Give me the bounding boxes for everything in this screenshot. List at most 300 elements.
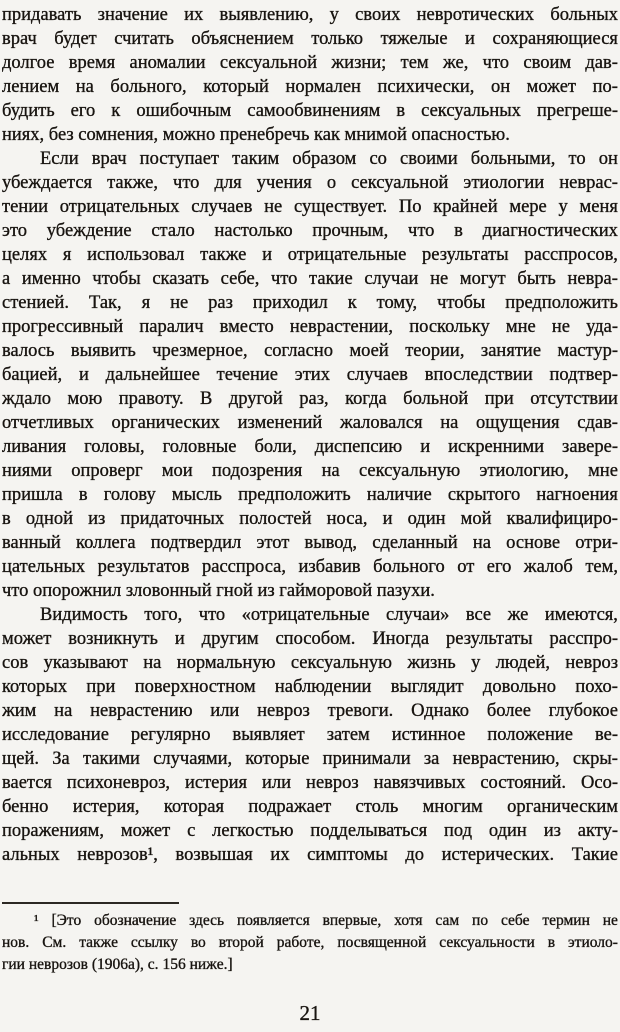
word: результатов xyxy=(97,557,190,577)
word: к xyxy=(347,293,357,313)
word: больными, xyxy=(470,149,556,169)
word: у xyxy=(558,197,568,217)
word: другой xyxy=(228,389,283,409)
word: См. xyxy=(42,934,67,951)
word: на xyxy=(440,413,459,433)
word: выявить xyxy=(70,341,136,361)
word: раз, xyxy=(299,389,329,409)
text-line xyxy=(2,75,618,99)
word: убеждается xyxy=(2,173,93,193)
text-line xyxy=(2,435,618,459)
word: сексуальности xyxy=(439,934,535,951)
word: навязчивых xyxy=(373,773,466,793)
word: что xyxy=(173,173,200,193)
word: только xyxy=(311,29,364,49)
word: основе xyxy=(506,533,561,553)
word: посвященной xyxy=(337,934,427,951)
word: и xyxy=(382,509,393,529)
word: невроз xyxy=(257,701,310,721)
word: таким xyxy=(232,149,280,169)
text-line xyxy=(2,910,618,932)
word: подделываться xyxy=(310,821,428,841)
word: полостей xyxy=(239,509,312,529)
word: этих xyxy=(294,365,330,385)
word: поверхностном xyxy=(134,677,256,697)
word: ливания xyxy=(2,437,67,457)
word: головные xyxy=(162,437,237,457)
word: одной xyxy=(25,509,74,529)
word: не xyxy=(170,293,189,313)
word: положение xyxy=(487,725,574,745)
footnote-text xyxy=(2,910,618,976)
word: сделанный xyxy=(372,533,458,553)
word: у xyxy=(329,5,339,25)
word: Видимость xyxy=(40,605,128,625)
word: появляется xyxy=(236,912,310,929)
word: сдав- xyxy=(577,413,618,433)
body-text xyxy=(2,3,618,867)
word: неврас- xyxy=(559,173,618,193)
word: или xyxy=(262,773,292,793)
word: время xyxy=(68,53,116,73)
word: образом xyxy=(292,149,357,169)
word: способом. xyxy=(275,629,356,649)
word: которая xyxy=(163,797,225,817)
word: тении xyxy=(2,197,48,217)
word: ошибочным xyxy=(136,101,232,121)
word: возникнуть xyxy=(68,629,158,649)
word: тому, xyxy=(376,293,418,313)
text-line xyxy=(2,699,618,723)
text-line xyxy=(2,123,618,147)
word: и xyxy=(262,245,272,265)
word: меня xyxy=(579,197,618,217)
word: ¹ xyxy=(34,912,39,929)
word: ванный xyxy=(2,533,61,553)
word: его xyxy=(70,101,96,121)
word: неврастению xyxy=(90,701,193,721)
text-line xyxy=(2,843,618,867)
word: на xyxy=(54,701,73,721)
word: гии xyxy=(2,956,25,973)
word: бацией, xyxy=(2,365,63,385)
word: на xyxy=(75,77,94,97)
word: значение xyxy=(97,5,168,25)
word: у xyxy=(471,653,481,673)
word: мои xyxy=(161,461,193,481)
word: Осо- xyxy=(581,773,618,793)
text-line xyxy=(2,3,618,27)
word: результаты xyxy=(422,245,509,265)
word: придаточных xyxy=(120,509,225,529)
word: коллега xyxy=(76,533,136,553)
word: исследование xyxy=(2,725,109,745)
word: невроз xyxy=(306,773,359,793)
word: изменений xyxy=(237,413,323,433)
word: согласно xyxy=(264,341,334,361)
word: диагностических xyxy=(482,221,618,241)
word: предположить xyxy=(238,485,351,505)
word: легкостью xyxy=(212,821,294,841)
word: Однако xyxy=(411,701,470,721)
word: здесь xyxy=(189,912,225,929)
word: их xyxy=(270,845,290,865)
word: поскольку xyxy=(409,317,490,337)
word: сказать xyxy=(152,269,210,289)
word: дав- xyxy=(585,53,618,73)
text-line xyxy=(2,411,618,435)
word: Если xyxy=(40,149,79,169)
word: того, xyxy=(144,605,183,625)
word: тем xyxy=(400,53,429,73)
word: мою xyxy=(67,389,103,409)
word: такими xyxy=(82,749,140,769)
word: ждало xyxy=(2,389,52,409)
word: обозначение xyxy=(94,912,177,929)
text-line xyxy=(2,507,618,531)
word: под xyxy=(444,821,473,841)
word: это xyxy=(2,221,28,241)
word: выглядит xyxy=(390,677,464,697)
word: отрицательных xyxy=(59,197,180,217)
word: жизнь xyxy=(407,653,456,673)
word: прегреше- xyxy=(536,101,618,121)
word: результаты xyxy=(446,629,533,649)
text-line xyxy=(2,171,618,195)
word: чрезмерное, xyxy=(152,341,248,361)
word: ниями xyxy=(2,461,52,481)
word: сексуальную xyxy=(290,653,392,673)
word: без xyxy=(48,125,74,145)
text-line xyxy=(2,651,618,675)
word: который xyxy=(203,77,269,97)
word: жизни; xyxy=(331,53,387,73)
word: регулярно xyxy=(130,725,211,745)
word: термин xyxy=(542,912,590,929)
word: цательных xyxy=(2,557,86,577)
word: валось xyxy=(2,341,55,361)
word: также xyxy=(79,934,118,951)
text-line xyxy=(2,387,618,411)
word: ве- xyxy=(595,725,618,745)
word: уда- xyxy=(586,317,618,337)
word: лением xyxy=(2,77,60,97)
word: расспроса, xyxy=(201,557,287,577)
word: столь xyxy=(355,797,399,817)
word: второй xyxy=(218,934,264,951)
word: при xyxy=(484,389,514,409)
word: быть xyxy=(517,269,556,289)
word: нагноения xyxy=(536,485,618,505)
word: пришла xyxy=(2,485,63,505)
word: боли, xyxy=(254,437,297,457)
word: впервые, xyxy=(322,912,382,929)
text-line xyxy=(2,771,618,795)
word: истерия xyxy=(184,773,248,793)
word: истерических. xyxy=(441,845,555,865)
word: сексуальную xyxy=(359,461,461,481)
word: носа, xyxy=(326,509,368,529)
text-line xyxy=(2,747,618,771)
word: настолько xyxy=(214,221,293,241)
text-line xyxy=(2,932,618,954)
word: жим xyxy=(2,701,37,721)
word: то xyxy=(568,149,586,169)
word: нормален xyxy=(285,77,361,97)
word: случаев xyxy=(191,197,253,217)
text-line xyxy=(2,819,618,843)
word: что xyxy=(482,53,510,73)
word: многим xyxy=(422,797,483,817)
word: жаловался xyxy=(340,413,423,433)
text-line xyxy=(2,531,618,555)
word: же xyxy=(507,605,529,625)
word: Иногда xyxy=(372,629,430,649)
word: невротических xyxy=(416,5,535,25)
word: органических xyxy=(111,413,220,433)
word: искренними xyxy=(448,437,544,457)
word: зловонный xyxy=(125,581,212,601)
text-line xyxy=(2,51,618,75)
word: больных xyxy=(550,5,618,25)
word: врач xyxy=(91,149,127,169)
word: которые xyxy=(245,749,310,769)
word: неврастении, xyxy=(289,317,394,337)
word: я xyxy=(62,245,72,265)
word: он xyxy=(490,77,511,97)
word: со xyxy=(369,149,387,169)
word: голову xyxy=(103,485,156,505)
word: и xyxy=(174,629,185,649)
word: ощущения xyxy=(476,413,560,433)
text-line xyxy=(2,147,618,171)
word: может xyxy=(2,629,52,649)
word: считать xyxy=(114,29,174,49)
word: хотя xyxy=(394,912,423,929)
word: о xyxy=(326,173,337,193)
word: до xyxy=(405,845,425,865)
word: себе xyxy=(500,912,530,929)
text-line xyxy=(2,291,618,315)
word: при xyxy=(86,677,116,697)
word: для xyxy=(214,173,242,193)
word: с xyxy=(187,821,196,841)
word: может xyxy=(120,821,171,841)
word: стало xyxy=(151,221,195,241)
word: сексуальной xyxy=(219,53,318,73)
word: больного xyxy=(373,557,445,577)
word: использовал xyxy=(87,245,185,265)
word: существует. xyxy=(294,197,388,217)
word: [Это xyxy=(51,912,82,929)
word: будить xyxy=(2,101,55,121)
word: глубокое xyxy=(548,701,618,721)
word: врач xyxy=(2,29,37,49)
word: избавив xyxy=(298,557,361,577)
word: дальнейшее xyxy=(105,365,200,385)
word: мне xyxy=(505,317,536,337)
word: гной xyxy=(216,581,253,601)
word: более xyxy=(486,701,531,721)
word: впоследствии xyxy=(424,365,533,385)
word: случаи xyxy=(364,269,419,289)
word: За xyxy=(52,749,70,769)
text-line xyxy=(2,315,618,339)
word: также, xyxy=(107,173,158,193)
text-line xyxy=(2,723,618,747)
word: долгое xyxy=(2,53,55,73)
footnote-rule xyxy=(2,902,179,904)
word: своих xyxy=(355,5,401,25)
word: аномалии xyxy=(129,53,206,73)
word: можно xyxy=(162,125,216,145)
word: альных xyxy=(2,845,60,865)
word: вместо xyxy=(219,317,274,337)
word: Такие xyxy=(571,845,618,865)
word: чтобы xyxy=(92,269,141,289)
word: не xyxy=(602,912,618,929)
word: теории, xyxy=(405,341,465,361)
word: мастур- xyxy=(557,341,618,361)
word: течение xyxy=(216,365,278,385)
word: один xyxy=(407,509,446,529)
word: занятие xyxy=(480,341,542,361)
word: один xyxy=(488,821,527,841)
word: как xyxy=(314,125,340,145)
word: скры- xyxy=(572,749,618,769)
word: могут xyxy=(459,269,506,289)
text-line xyxy=(2,483,618,507)
word: больной xyxy=(403,389,469,409)
word: на xyxy=(143,653,162,673)
word: к xyxy=(111,101,121,121)
word: в xyxy=(78,485,88,505)
word: больного, xyxy=(110,77,187,97)
word: чтобы xyxy=(437,293,486,313)
text-line xyxy=(2,243,618,267)
word: именно xyxy=(21,269,81,289)
word: «отрицательные xyxy=(241,605,370,625)
word: тяжелые xyxy=(380,29,448,49)
word: опроверг xyxy=(71,461,143,481)
word: психически, xyxy=(377,77,475,97)
word: в xyxy=(2,509,11,529)
word: этиологию, xyxy=(479,461,569,481)
text-line xyxy=(2,195,618,219)
word: тем, xyxy=(585,557,618,577)
word: его xyxy=(486,557,512,577)
word: в xyxy=(454,221,463,241)
word: состояний. xyxy=(480,773,567,793)
text-line xyxy=(2,219,618,243)
word: в xyxy=(547,934,556,951)
word: расспро- xyxy=(549,629,618,649)
word: правоту. xyxy=(118,389,184,409)
word: выявляет xyxy=(232,725,305,745)
word: учения xyxy=(256,173,312,193)
word: поражениям, xyxy=(2,821,105,841)
word: наблюдении xyxy=(274,677,372,697)
word: скрытого xyxy=(447,485,521,505)
word: в xyxy=(396,101,406,121)
word: и xyxy=(465,29,475,49)
word: мне xyxy=(588,461,618,481)
word: подражает xyxy=(248,797,332,817)
word: истерия, xyxy=(72,797,140,817)
word: что xyxy=(2,581,29,601)
word: невра- xyxy=(567,269,618,289)
word: пренебречь xyxy=(219,125,310,145)
word: ссылку xyxy=(130,934,178,951)
word: может xyxy=(526,77,577,97)
word: по- xyxy=(592,77,618,97)
text-line xyxy=(2,579,618,603)
word: невроз xyxy=(565,653,618,673)
word: же, xyxy=(442,53,469,73)
word: симптомы xyxy=(307,845,388,865)
word: отри- xyxy=(575,533,618,553)
word: во xyxy=(190,934,206,951)
word: этиологии xyxy=(463,173,545,193)
word: сов xyxy=(2,653,29,673)
word: истинное xyxy=(391,725,466,745)
word: вается xyxy=(2,773,52,793)
word: довольно xyxy=(482,677,557,697)
word: этиоло- xyxy=(568,934,618,951)
word: подтвер- xyxy=(549,365,618,385)
word: своими xyxy=(400,149,458,169)
word: неврастению, xyxy=(452,749,560,769)
word: мысль xyxy=(171,485,222,505)
word: щей. xyxy=(2,749,39,769)
word: В xyxy=(200,389,213,409)
word: акту- xyxy=(577,821,618,841)
word: крайней xyxy=(433,197,498,217)
word: возвышая xyxy=(175,845,253,865)
word: диспепсию xyxy=(314,437,403,457)
word: случаи» xyxy=(386,605,450,625)
word: не xyxy=(430,269,449,289)
word: приходил xyxy=(252,293,328,313)
word: отсутствии xyxy=(530,389,618,409)
text-line xyxy=(2,555,618,579)
word: случаями, xyxy=(153,749,233,769)
word: он xyxy=(598,149,618,169)
text-line xyxy=(2,27,618,51)
text-line xyxy=(2,459,618,483)
word: людей, xyxy=(495,653,550,673)
word: жалоб xyxy=(523,557,573,577)
word: квалифициро- xyxy=(506,509,618,529)
word: себе, xyxy=(220,269,260,289)
word: гайморовой xyxy=(279,581,373,601)
word: объяснением xyxy=(191,29,294,49)
word: выявлению, xyxy=(219,5,314,25)
word: будет xyxy=(54,29,97,49)
word: раз xyxy=(208,293,233,313)
word: похо- xyxy=(575,677,618,697)
word: наличие xyxy=(366,485,432,505)
word: моей xyxy=(349,341,389,361)
word: предположить xyxy=(505,293,618,313)
word: По xyxy=(398,197,422,217)
word: такие xyxy=(309,269,353,289)
word: бенно xyxy=(2,797,49,817)
word: опорожнил xyxy=(33,581,122,601)
word: вывод, xyxy=(304,533,358,553)
word: что xyxy=(270,269,298,289)
word: психоневроз, xyxy=(66,773,171,793)
